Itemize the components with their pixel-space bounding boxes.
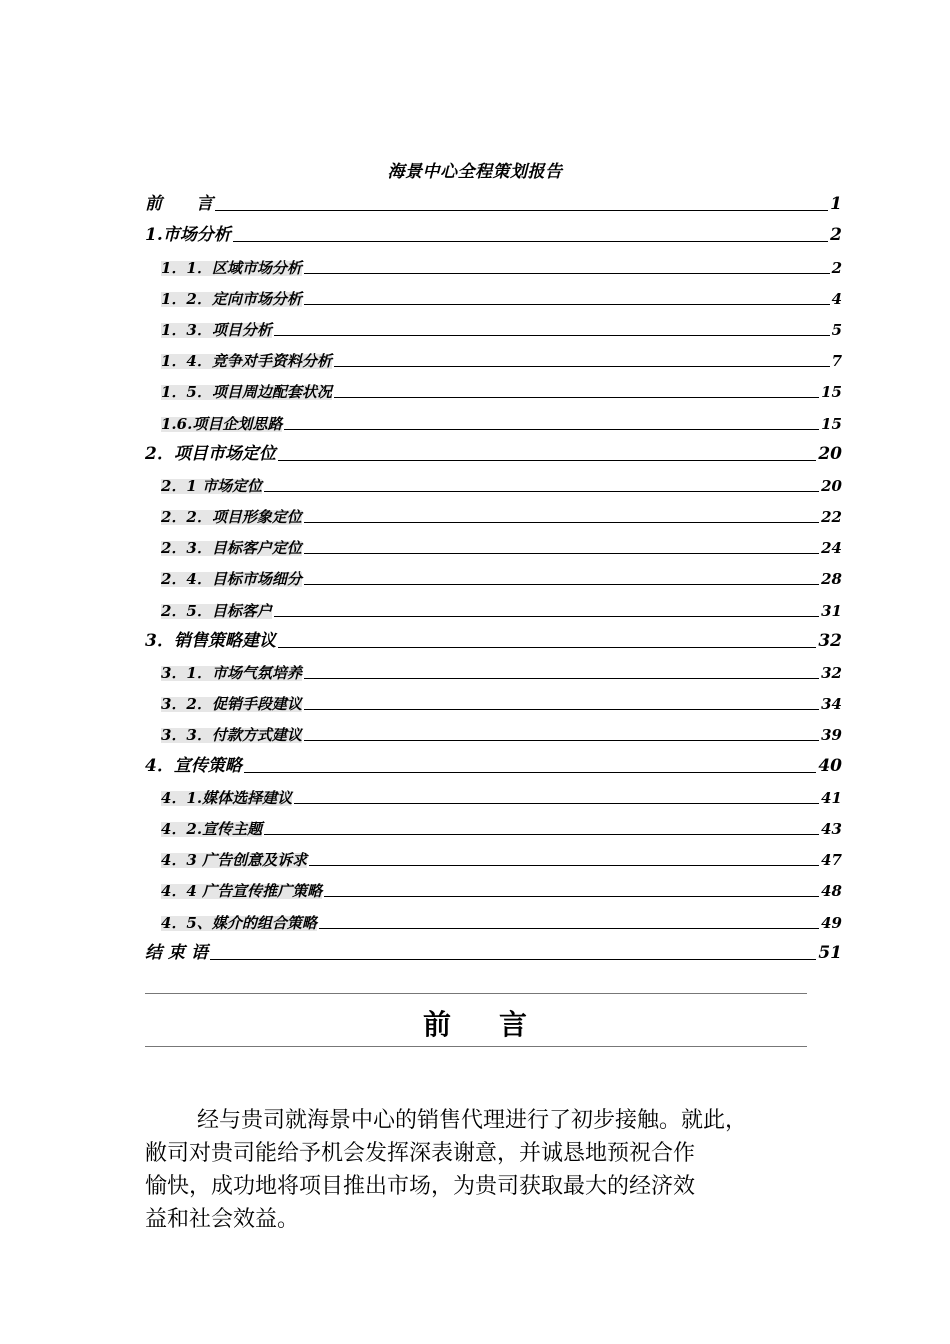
document-title: 海景中心全程策划报告 — [387, 162, 563, 182]
toc-leader-line — [304, 552, 819, 554]
table-of-contents — [145, 186, 842, 966]
toc-entry[interactable] — [145, 685, 842, 716]
toc-entry[interactable] — [145, 373, 842, 404]
toc-entry-label: 2．2．项目形象定位 — [161, 508, 302, 527]
toc-leader-line — [319, 927, 819, 929]
toc-entry[interactable] — [145, 935, 842, 966]
toc-entry[interactable] — [145, 654, 842, 685]
toc-entry[interactable] — [145, 436, 842, 467]
toc-entry-page: 15 — [821, 383, 842, 402]
toc-leader-line — [274, 334, 830, 336]
heading-rule-bottom — [145, 1046, 807, 1047]
toc-entry-page: 43 — [821, 819, 842, 838]
toc-leader-line — [304, 739, 819, 741]
toc-entry-label: 2．1 市场定位 — [161, 476, 263, 495]
paragraph-line: 经与贵司就海景中心的销售代理进行了初步接触。就此， — [197, 1108, 748, 1133]
toc-entry-page: 20 — [821, 476, 842, 495]
toc-entry[interactable] — [145, 623, 842, 654]
toc-entry-page: 2 — [831, 258, 842, 277]
toc-leader-line — [210, 958, 816, 960]
toc-entry[interactable] — [145, 872, 842, 903]
toc-entry-label: 4．3 广告创意及诉求 — [161, 851, 308, 870]
toc-entry-page: 5 — [831, 320, 842, 339]
toc-leader-line — [304, 708, 819, 710]
paragraph-line: 愉快，成功地将项目推出市场，为贵司获取最大的经济效 — [145, 1174, 696, 1199]
toc-leader-line — [334, 365, 830, 367]
toc-entry-label: 1．5．项目周边配套状况 — [161, 383, 332, 402]
toc-entry[interactable] — [145, 404, 842, 435]
toc-entry[interactable] — [145, 560, 842, 591]
toc-entry[interactable] — [145, 280, 842, 311]
toc-entry-page: 41 — [821, 788, 842, 807]
toc-entry-page: 24 — [821, 539, 842, 558]
toc-leader-line — [264, 490, 819, 492]
toc-entry-page: 48 — [821, 882, 842, 901]
toc-leader-line — [304, 303, 830, 305]
toc-leader-line — [304, 583, 819, 585]
toc-entry-label: 4．2.宣传主题 — [161, 819, 263, 838]
toc-entry-page: 40 — [818, 755, 842, 776]
toc-entry-label: 2．4．目标市场细分 — [161, 570, 302, 589]
toc-entry-label: 4．宣传策略 — [145, 755, 242, 776]
toc-leader-line — [284, 428, 819, 430]
toc-entry-page: 7 — [831, 352, 842, 371]
toc-entry-page: 32 — [818, 630, 842, 651]
heading-rule-top — [145, 993, 807, 994]
toc-entry-label: 1．3．项目分析 — [161, 320, 272, 339]
toc-entry-label: 前 言 — [145, 194, 213, 215]
toc-leader-line — [334, 396, 819, 398]
toc-entry[interactable] — [145, 529, 842, 560]
toc-entry[interactable] — [145, 342, 842, 373]
toc-entry-page: 47 — [821, 851, 842, 870]
toc-leader-line — [309, 864, 819, 866]
toc-entry-label: 4．5、媒介的组合策略 — [161, 913, 317, 932]
toc-entry-label: 3．销售策略建议 — [145, 630, 276, 651]
toc-entry-label: 3．3．付款方式建议 — [161, 726, 302, 745]
toc-leader-line — [274, 615, 819, 617]
toc-entry-page: 15 — [821, 414, 842, 433]
toc-entry[interactable] — [145, 186, 842, 217]
toc-entry-label: 2．5．目标客户 — [161, 601, 272, 620]
toc-entry-page: 49 — [821, 913, 842, 932]
paragraph-line: 益和社会效益。 — [145, 1207, 300, 1232]
toc-entry[interactable] — [145, 467, 842, 498]
toc-entry-page: 39 — [821, 726, 842, 745]
toc-entry-label: 2．项目市场定位 — [145, 443, 276, 464]
toc-entry-page: 34 — [821, 695, 842, 714]
toc-entry[interactable] — [145, 747, 842, 778]
toc-entry-label: 2．3．目标客户定位 — [161, 539, 302, 558]
toc-entry-label: 4．1.媒体选择建议 — [161, 788, 293, 807]
toc-entry-page: 2 — [830, 225, 842, 246]
toc-entry[interactable] — [145, 903, 842, 934]
toc-entry[interactable] — [145, 311, 842, 342]
toc-leader-line — [264, 833, 819, 835]
toc-entry-page: 31 — [821, 601, 842, 620]
toc-leader-line — [304, 677, 819, 679]
toc-entry-page: 32 — [821, 664, 842, 682]
toc-leader-line — [233, 240, 828, 242]
toc-leader-line — [304, 272, 830, 274]
toc-leader-line — [278, 646, 816, 648]
section-heading — [0, 1003, 950, 1043]
toc-entry-label: 1．1．区域市场分析 — [161, 258, 302, 277]
toc-entry-page: 1 — [830, 194, 842, 215]
toc-entry[interactable] — [145, 591, 842, 622]
toc-entry[interactable] — [145, 779, 842, 810]
section-heading-right: 言 — [499, 1008, 528, 1041]
toc-leader-line — [215, 209, 828, 211]
toc-entry[interactable] — [145, 217, 842, 248]
toc-entry-label: 1．2．定向市场分析 — [161, 289, 302, 308]
toc-entry-label: 1.6.项目企划思路 — [161, 414, 283, 433]
toc-entry-page: 4 — [831, 289, 842, 308]
toc-entry-page: 22 — [821, 508, 842, 527]
toc-leader-line — [244, 771, 816, 773]
toc-entry-page: 20 — [818, 443, 842, 464]
toc-entry-label: 3．2．促销手段建议 — [161, 695, 302, 714]
toc-entry-page: 51 — [818, 942, 842, 963]
toc-leader-line — [324, 895, 819, 897]
paragraph-line: 敝司对贵司能给予机会发挥深表谢意，并诚恳地预祝合作 — [145, 1141, 696, 1166]
preface-paragraph — [145, 1104, 835, 1236]
toc-entry[interactable] — [145, 498, 842, 529]
toc-leader-line — [278, 459, 816, 461]
toc-entry-label: 1．4．竞争对手资料分析 — [161, 352, 332, 371]
toc-entry-label: 3．1．市场气氛培养 — [161, 664, 302, 682]
section-heading-left: 前 — [422, 1008, 451, 1041]
toc-entry[interactable] — [145, 810, 842, 841]
toc-entry-page: 28 — [821, 570, 842, 589]
toc-entry[interactable] — [145, 841, 842, 872]
toc-entry-label: 4．4 广告宣传推广策略 — [161, 882, 323, 901]
toc-entry[interactable] — [145, 716, 842, 747]
toc-entry-label: 1.市场分析 — [145, 225, 231, 246]
toc-entry[interactable] — [145, 248, 842, 279]
toc-leader-line — [304, 521, 819, 523]
toc-entry-label: 结 束 语 — [145, 942, 208, 963]
toc-leader-line — [294, 802, 819, 804]
